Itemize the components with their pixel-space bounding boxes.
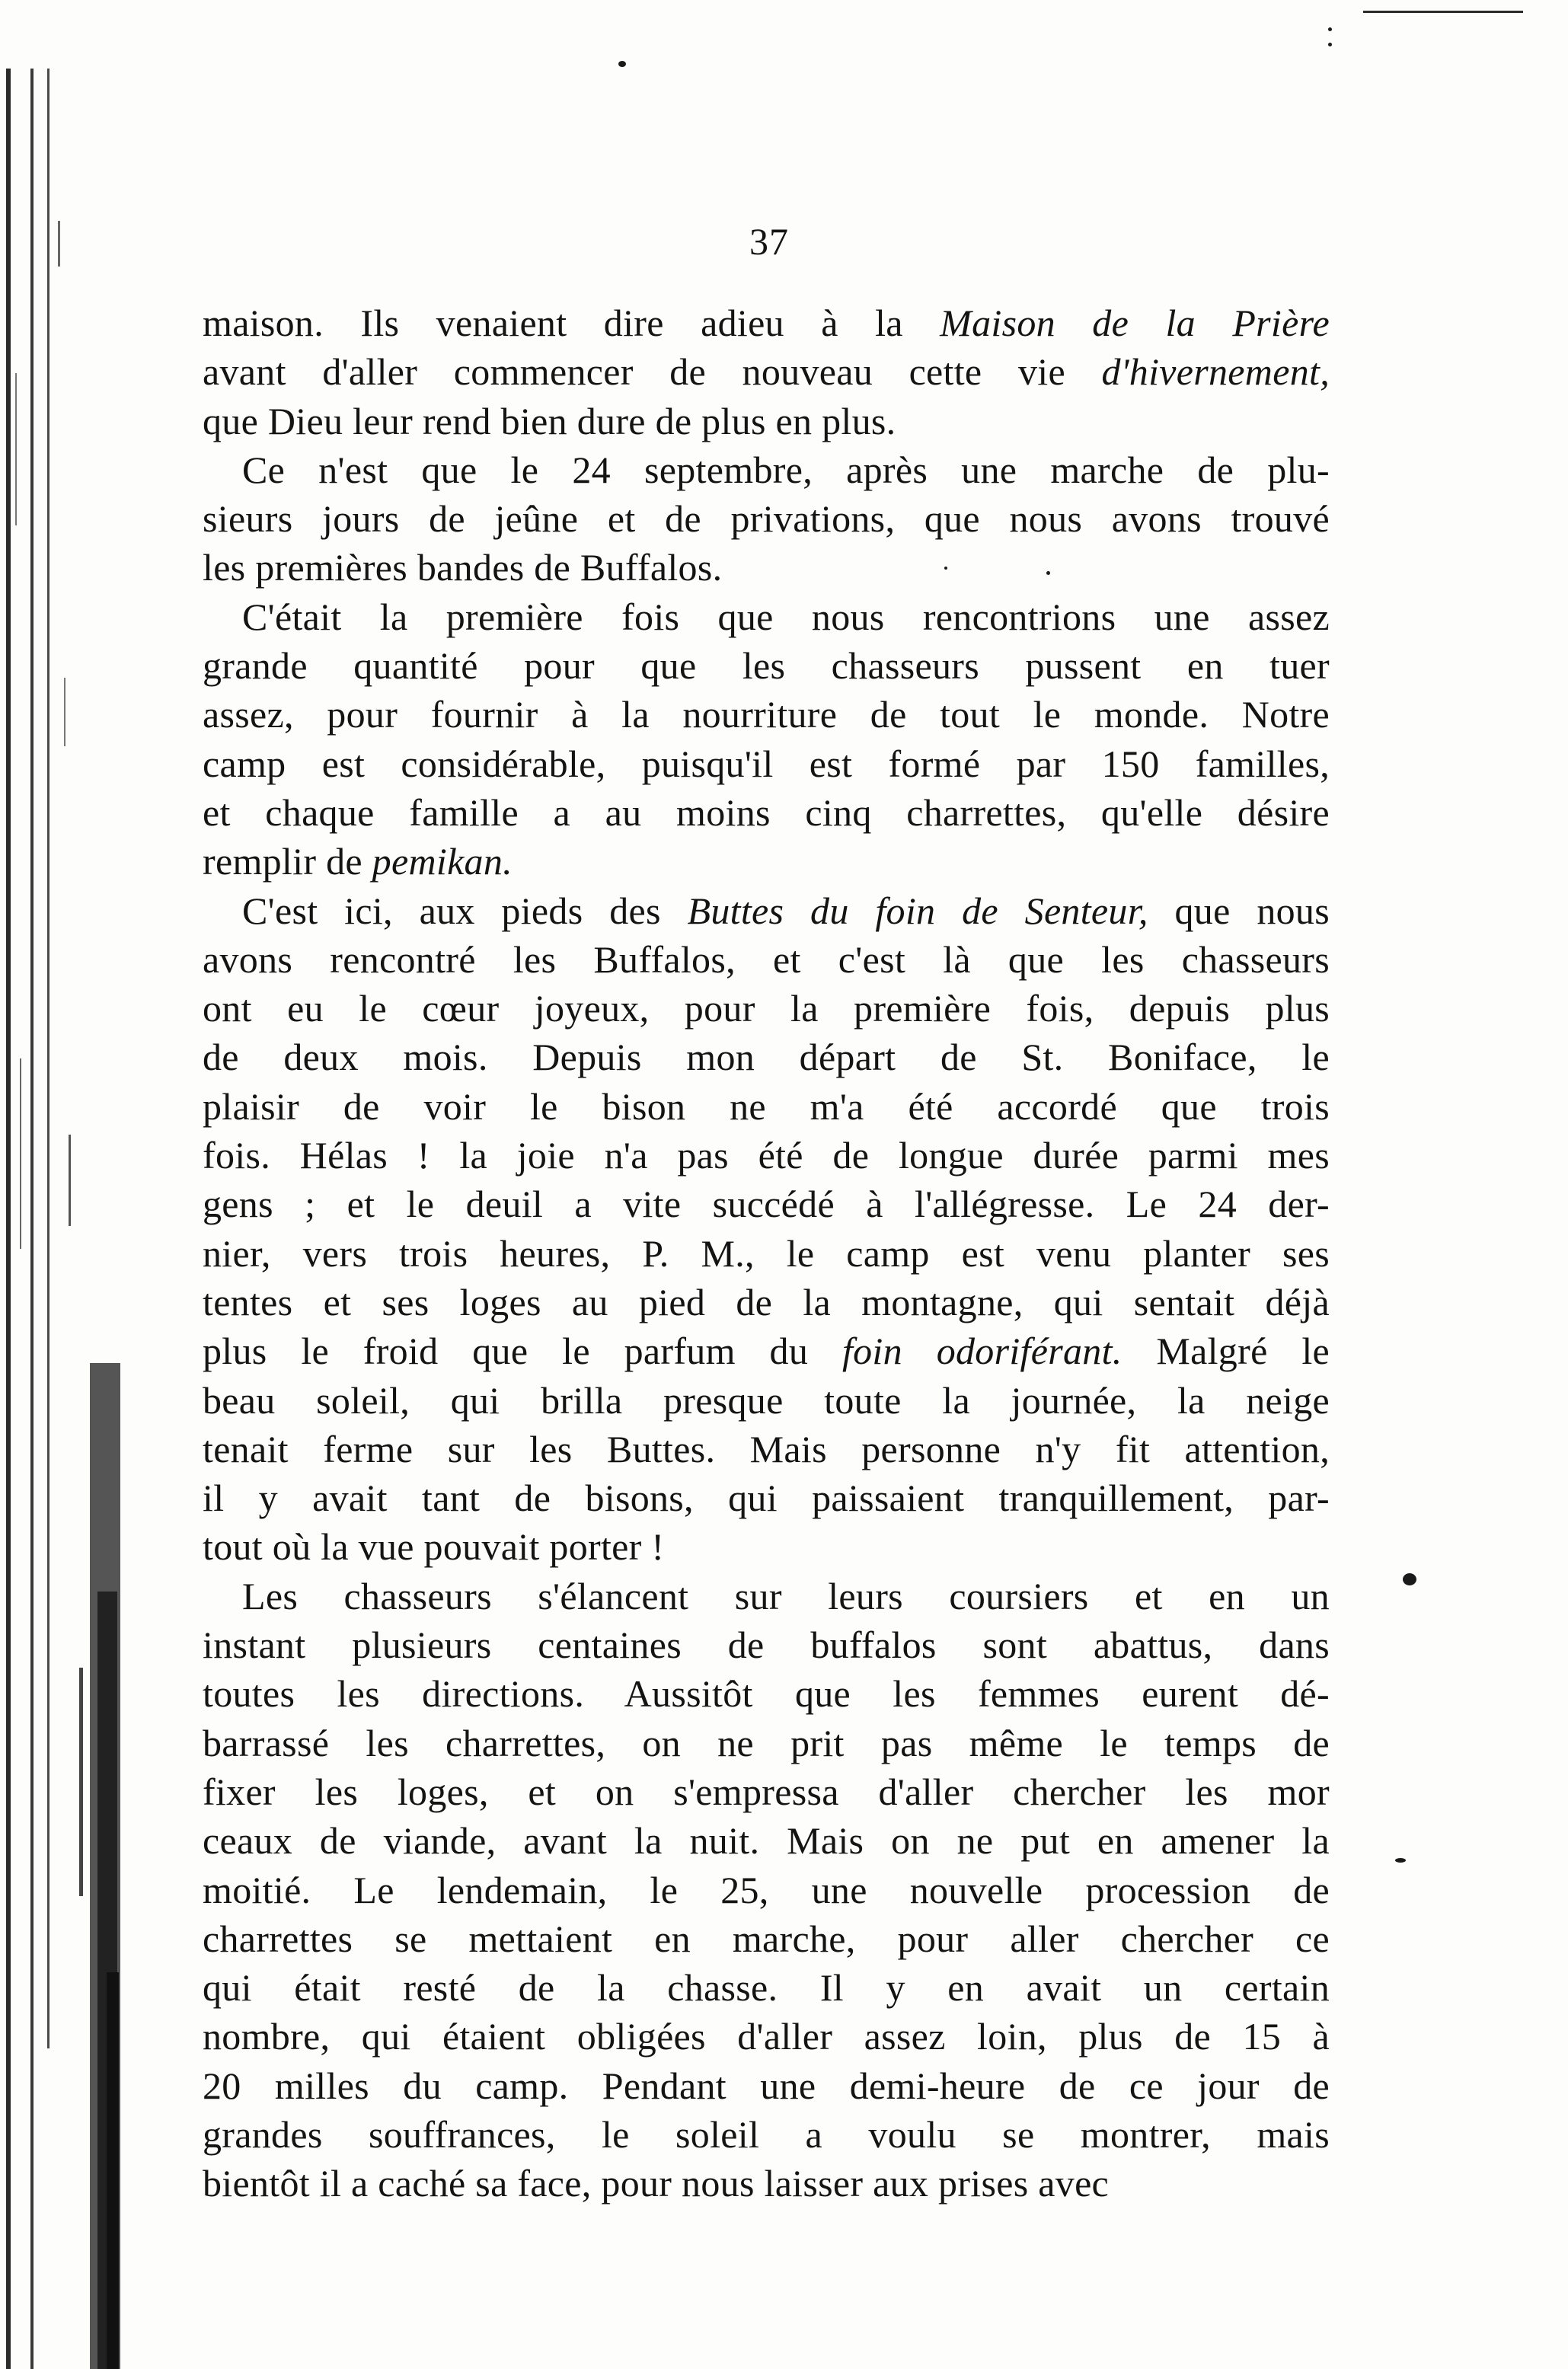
text-run: gens ; et le deuil a vite succédé à l'allégresse. Le 24 der-	[203, 1183, 1330, 1226]
text-run: grandes souffrances, le soleil a voulu se montrer, mais	[203, 2112, 1330, 2156]
text-line	[203, 2159, 1330, 2208]
text-line	[203, 1033, 1330, 1081]
paragraph	[203, 592, 1330, 886]
text-line	[203, 1572, 1330, 1620]
text-run: les premières bandes de Buffalos.	[203, 546, 723, 589]
ink-speck	[1328, 27, 1332, 31]
text-run: C'est ici, aux pieds des	[242, 889, 688, 932]
text-line	[203, 1082, 1330, 1131]
text-line	[203, 1425, 1330, 1473]
text-line	[203, 1376, 1330, 1425]
text-line	[203, 2012, 1330, 2061]
text-run: sieurs jours de jeûne et de privations, que nous avons trouvé	[203, 497, 1330, 541]
text-run: que nous	[1148, 889, 1330, 932]
paragraph	[203, 886, 1330, 1572]
text-line	[203, 494, 1330, 543]
text-run: charrettes se mettaient en marche, pour aller chercher ce	[203, 1917, 1330, 1960]
text-line	[203, 1669, 1330, 1718]
text-run: il y avait tant de bisons, qui paissaient tranquillement, par-	[203, 1477, 1330, 1520]
binding-edge-shadow	[0, 69, 145, 2369]
text-line	[203, 886, 1330, 935]
text-line	[203, 1522, 1330, 1571]
text-run: nier, vers trois heures, P. M., le camp est venu planter ses	[203, 1231, 1330, 1275]
text-run: grande quantité pour que les chasseurs pussent en tuer	[203, 644, 1330, 688]
text-run: plus le froid que le parfum du	[203, 1330, 842, 1373]
text-line	[203, 1620, 1330, 1669]
text-run: que Dieu leur rend bien dure de plus en plus.	[203, 399, 896, 442]
text-line	[203, 1278, 1330, 1327]
text-line	[203, 1229, 1330, 1278]
text-run: toutes les directions. Aussitôt que les femmes eurent dé-	[203, 1672, 1330, 1716]
text-line	[203, 1963, 1330, 2012]
text-run: de deux mois. Depuis mon départ de St. Boniface, le	[203, 1036, 1330, 1079]
text-line	[203, 2110, 1330, 2159]
italic-run: Buttes du foin de Senteur,	[687, 889, 1148, 932]
top-edge-rule	[1363, 11, 1523, 13]
text-run: instant plusieurs centaines de buffalos sont abattus, dans	[203, 1623, 1330, 1667]
paragraph	[203, 445, 1330, 592]
text-run: tout où la vue pouvait porter !	[203, 1525, 665, 1569]
text-line	[203, 1131, 1330, 1180]
text-run: beau soleil, qui brilla presque toute la journée, la neige	[203, 1378, 1330, 1422]
ink-speck	[1395, 1858, 1406, 1863]
text-run: maison. Ils venaient dire adieu à la	[203, 302, 940, 344]
italic-run: d'hivernement,	[1101, 350, 1330, 394]
text-run: qui était resté de la chasse. Il y en avait un certain	[203, 1966, 1330, 2010]
text-line	[203, 641, 1330, 690]
body-text	[203, 299, 1330, 2208]
text-run: avons rencontré les Buffalos, et c'est là que les chasseurs	[203, 937, 1330, 981]
text-run: tenait ferme sur les Buttes. Mais personne n'y fit attention,	[203, 1427, 1330, 1470]
ink-speck	[618, 61, 626, 67]
text-line	[203, 299, 1330, 347]
text-line	[203, 1914, 1330, 1963]
text-line	[203, 1866, 1330, 1914]
text-line	[203, 1719, 1330, 1767]
text-line	[203, 1473, 1330, 1522]
italic-run: pemikan.	[372, 840, 513, 883]
text-line	[203, 984, 1330, 1033]
text-run: 20 milles du camp. Pendant une demi-heure de ce jour de	[203, 2064, 1330, 2107]
ink-speck	[1403, 1573, 1416, 1585]
text-run: fixer les loges, et on s'empressa d'aller chercher les mor	[203, 1770, 1330, 1813]
text-line	[203, 935, 1330, 984]
text-run: bientôt il a caché sa face, pour nous laisser aux prises avec	[203, 2162, 1110, 2205]
text-line	[203, 690, 1330, 739]
text-run: camp est considérable, puisqu'il est formé par 150 familles,	[203, 742, 1330, 785]
text-run: ceaux de viande, avant la nuit. Mais on ne put en amener la	[203, 1819, 1330, 1863]
text-line	[203, 1180, 1330, 1228]
text-line	[203, 347, 1330, 396]
text-run: assez, pour fournir à la nourriture de tout le monde. Notre	[203, 693, 1330, 736]
text-run: tentes et ses loges au pied de la montagne, qui sentait déjà	[203, 1280, 1330, 1323]
italic-run: Maison de la Prière	[940, 302, 1330, 344]
text-line	[203, 592, 1330, 641]
ink-speck	[1328, 43, 1332, 46]
text-line	[203, 837, 1330, 886]
paragraph	[203, 299, 1330, 445]
text-run: remplir de	[203, 840, 372, 883]
text-line	[203, 1767, 1330, 1816]
text-run: fois. Hélas ! la joie n'a pas été de longue durée parmi mes	[203, 1134, 1330, 1177]
page-number: 37	[749, 220, 789, 263]
text-run: moitié. Le lendemain, le 25, une nouvelle procession de	[203, 1868, 1330, 1911]
text-line	[203, 397, 1330, 445]
text-line	[203, 2061, 1330, 2110]
text-run: plaisir de voir le bison ne m'a été accordé que trois	[203, 1084, 1330, 1128]
text-line	[203, 788, 1330, 837]
text-line	[203, 1327, 1330, 1375]
text-line	[203, 1816, 1330, 1865]
text-line	[203, 445, 1330, 494]
italic-run: foin odoriférant.	[841, 1330, 1123, 1373]
text-line	[203, 739, 1330, 788]
text-run: Malgré le	[1122, 1330, 1330, 1373]
text-run: avant d'aller commencer de nouveau cette vie	[203, 350, 1102, 394]
text-run: et chaque famille a au moins cinq charrettes, qu'elle désire	[203, 790, 1330, 834]
text-run: C'était la première fois que nous rencontrions une assez	[242, 595, 1330, 638]
text-run: nombre, qui étaient obligées d'aller assez loin, plus de 15 à	[203, 2015, 1330, 2058]
text-run: Ce n'est que le 24 septembre, après une marche de plu-	[242, 448, 1330, 491]
text-run: barrassé les charrettes, on ne prit pas même le temps de	[203, 1721, 1330, 1764]
text-line	[203, 543, 1330, 592]
text-run: Les chasseurs s'élancent sur leurs coursiers et en un	[242, 1574, 1330, 1617]
paragraph	[203, 1572, 1330, 2208]
text-run: ont eu le cœur joyeux, pour la première fois, depuis plus	[203, 987, 1330, 1030]
